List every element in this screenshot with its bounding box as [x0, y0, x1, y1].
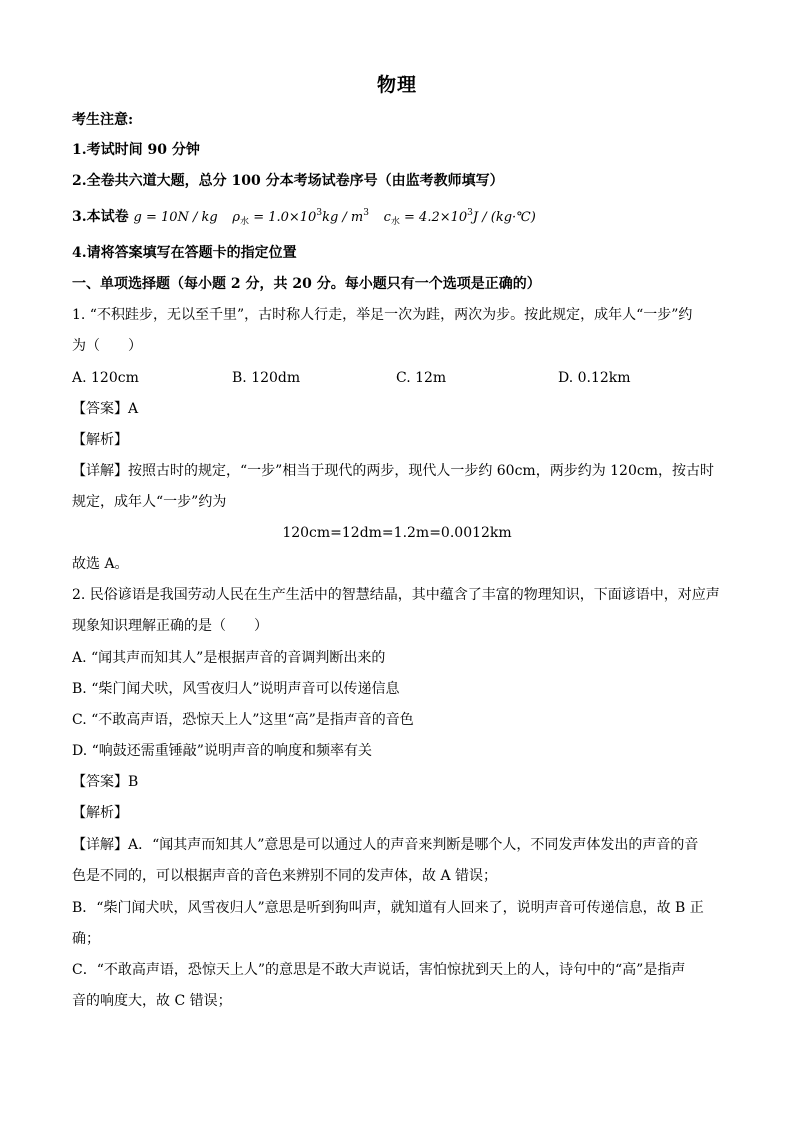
q1-option-a: A. 120cm [72, 370, 139, 386]
q2-stem-line-1: 2. 民俗谚语是我国劳动人民在生产生活中的智慧结晶，其中蕴含了丰富的物理知识，下面谚语中，对应声 [72, 587, 720, 603]
q2-stem-line-2: 现象知识理解正确的是（ ） [72, 618, 268, 634]
q1-stem-line-2: 为（ ） [72, 338, 142, 354]
note-2: 2.全卷共六道大题，总分 100 分本考场试卷序号（由监考教师填写） [72, 173, 504, 189]
q1-stem-line-1: 1. “不积跬步，无以至千里”，古时称人行走，举足一次为跬，两次为步。按此规定，成年人“一步”约 [72, 307, 693, 323]
constant-g: g = 10N / kg [133, 210, 218, 225]
q1-option-b: B. 120dm [232, 370, 301, 386]
q2-option-a: A. “闻其声而知其人”是根据声音的音调判断出来的 [72, 650, 386, 666]
constant-c: $c_水 = 4.2\times 10^3J$ / (kg·℃) [383, 208, 536, 227]
q2-answer: 【答案】B [72, 774, 139, 790]
q1-answer: 【答案】A [72, 401, 139, 417]
q2-option-d: D. “响鼓还需重锤敲”说明声音的响度和频率有关 [72, 743, 372, 759]
q2-analysis: 【解析】 [72, 805, 128, 821]
q2-detail-line-6: 音的响度大，故 C 错误； [72, 993, 232, 1009]
q1-analysis: 【解析】 [72, 432, 128, 448]
note-3 [72, 203, 536, 232]
q2-detail-line-2: 色是不同的，可以根据声音的音色来辨别不同的发声体，故 A 错误； [72, 868, 498, 884]
note-3-label: 3.本试卷 [72, 209, 129, 225]
constant-rho: $\rho_水 = 1.0\times 10^3kg / m^3$ [232, 208, 369, 227]
q2-detail-line-4: 确； [72, 931, 100, 947]
page-title: 物理 [376, 74, 417, 96]
q2-detail-line-3: B．“柴门闻犬吠，风雪夜归人”意思是听到狗叫声，就知道有人回来了，说明声音可传递信息，故 B 正 [72, 900, 704, 916]
q2-option-c: C. “不敢高声语，恐惊天上人”这里“高”是指声音的音色 [72, 712, 414, 728]
notice-heading: 考生注意: [72, 112, 134, 128]
q2-option-b: B. “柴门闻犬吠，风雪夜归人”说明声音可以传递信息 [72, 681, 400, 697]
q2-detail-line-1: 【详解】A．“闻其声而知其人”意思是可以通过人的声音来判断是哪个人，不同发声体发出的声音的音 [72, 837, 699, 853]
note-1: 1.考试时间 90 分钟 [72, 142, 200, 158]
section-1-heading: 一、单项选择题（每小题 2 分，共 20 分。每小题只有一个选项是正确的） [72, 276, 541, 292]
q1-equation: 120cm=12dm=1.2m=0.0012km [282, 525, 512, 541]
note-4: 4.请将答案填写在答题卡的指定位置 [72, 245, 297, 261]
q1-option-d: D. 0.12km [558, 370, 631, 386]
q1-option-c: C. 12m [396, 370, 447, 386]
q1-detail-line-2: 规定，成年人“一步”约为 [72, 494, 227, 510]
q1-detail-line-1: 【详解】按照古时的规定，“一步”相当于现代的两步，现代人一步约 60cm，两步约为 120cm，按古时 [72, 463, 714, 479]
q1-conclusion: 故选 A。 [72, 556, 129, 572]
q2-detail-line-5: C．“不敢高声语，恐惊天上人”的意思是不敢大声说话，害怕惊扰到天上的人，诗句中的“高”是指声 [72, 962, 686, 978]
